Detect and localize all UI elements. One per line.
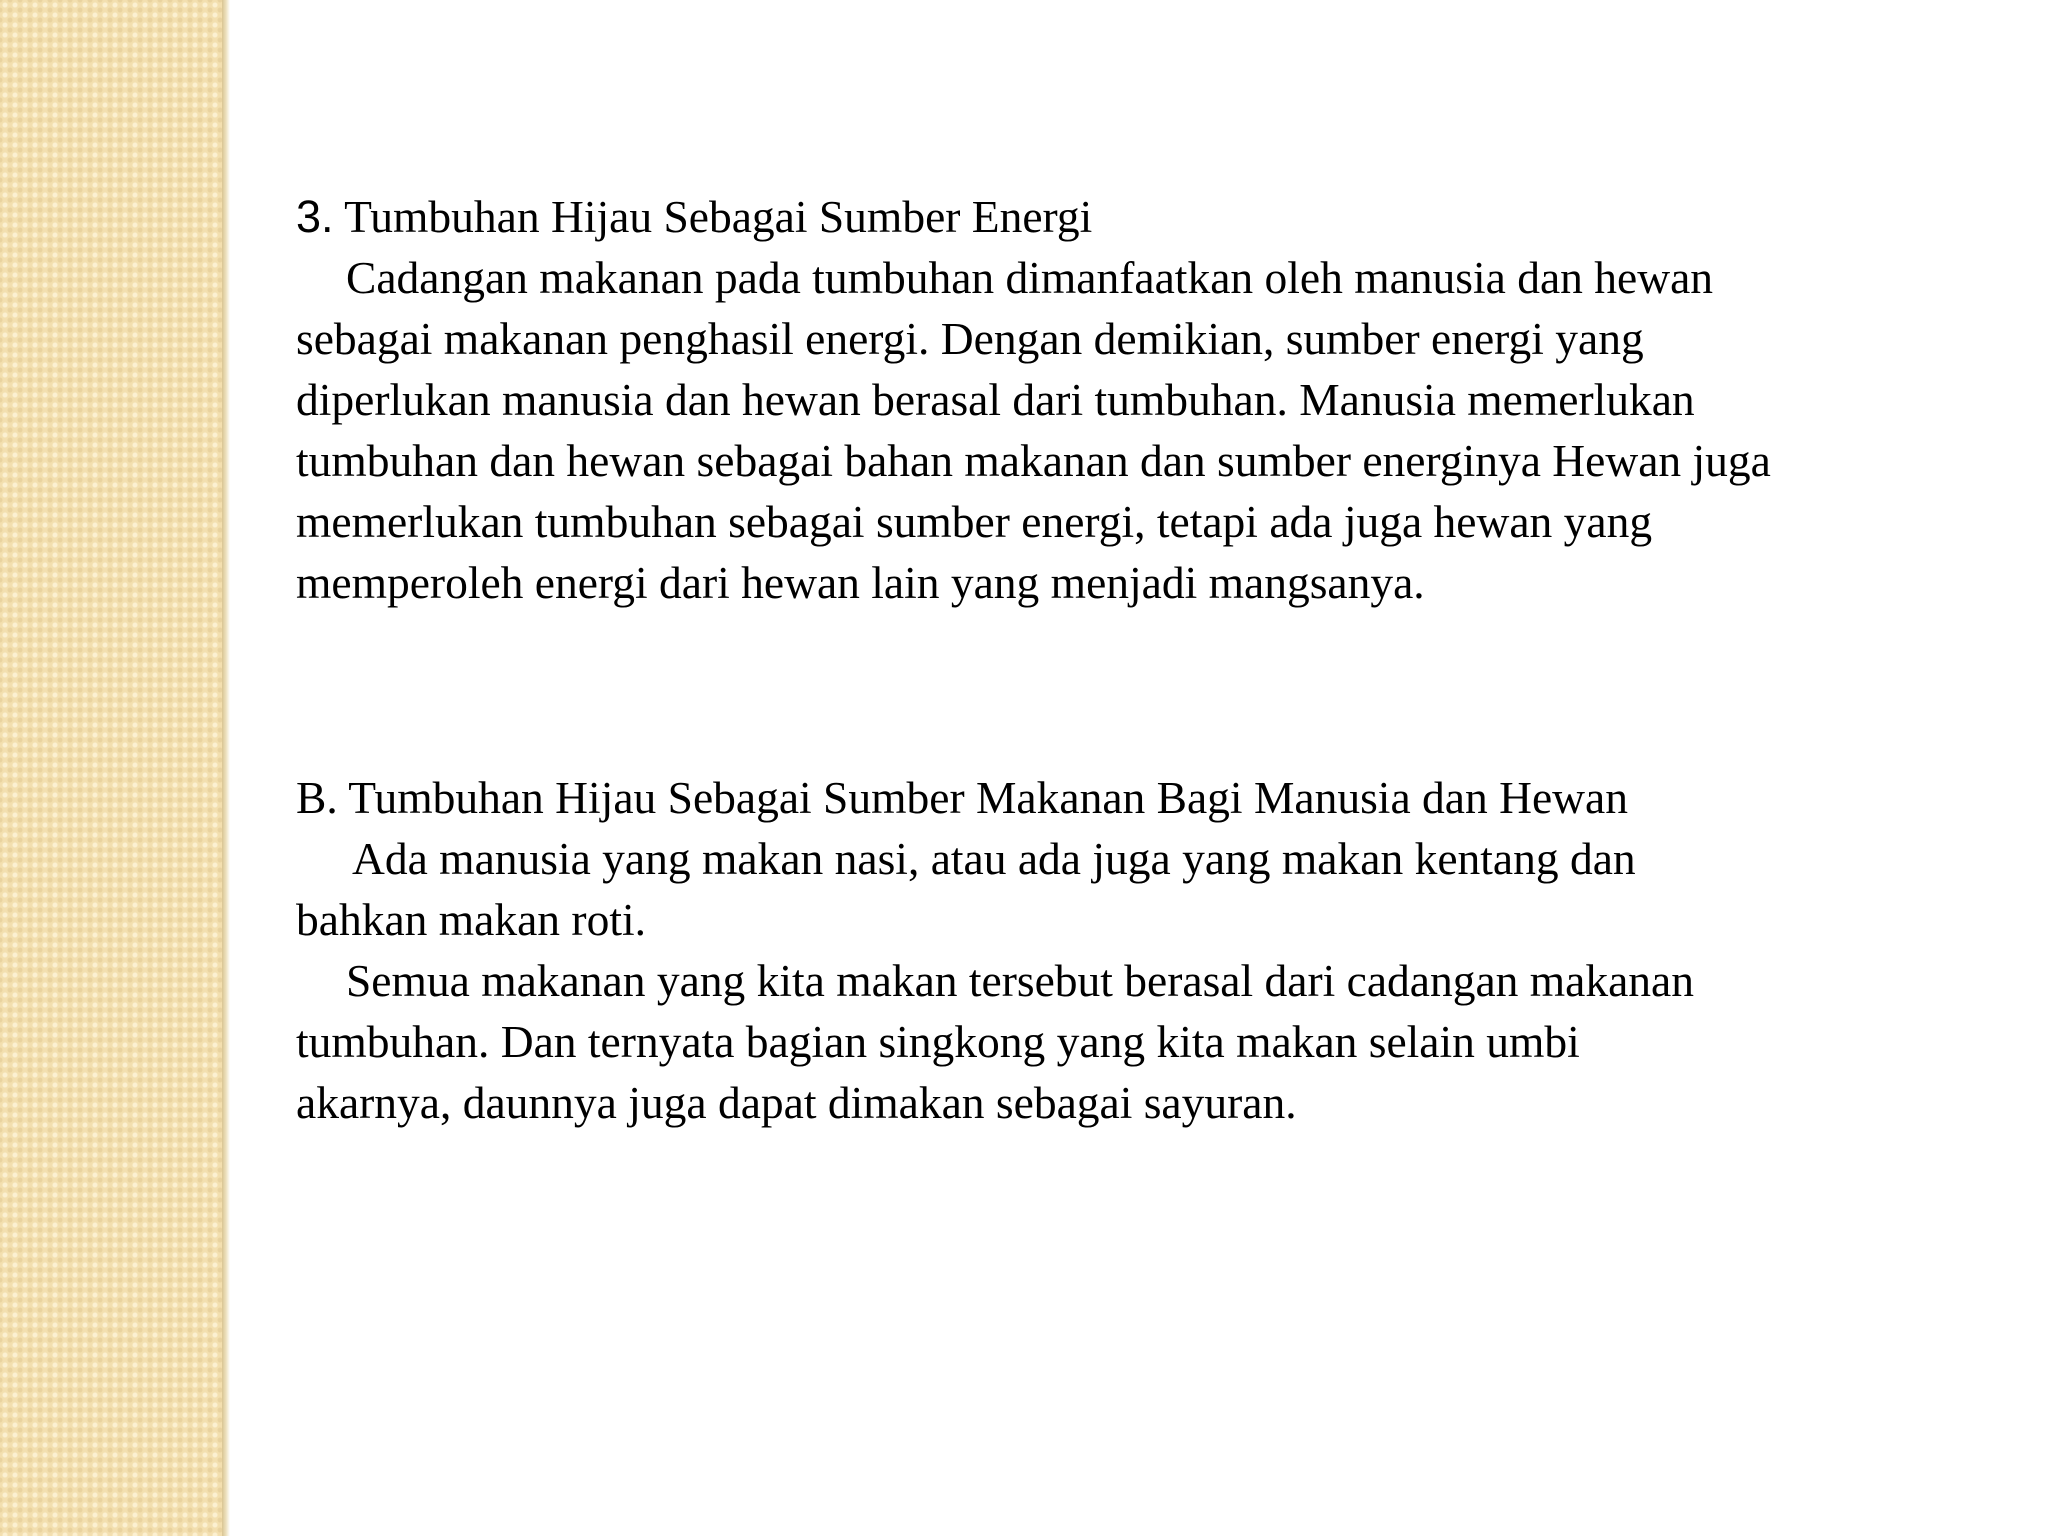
- decorative-side-band: [0, 0, 222, 1536]
- section-b-paragraph-2-line: akarnya, daunnya juga dapat dimakan sebagai sayuran.: [296, 1077, 1297, 1128]
- section-3-line: sebagai makanan penghasil energi. Dengan demikian, sumber energi yang: [296, 313, 1644, 364]
- section-b-paragraph-1-line: Ada manusia yang makan nasi, atau ada juga yang makan kentang dan: [352, 833, 1636, 884]
- section-3-line: diperlukan manusia dan hewan berasal dari tumbuhan. Manusia memerlukan: [296, 374, 1695, 425]
- section-3-line: tumbuhan dan hewan sebagai bahan makanan dan sumber energinya Hewan juga: [296, 435, 1771, 486]
- section-3-line: Cadangan makanan pada tumbuhan dimanfaatkan oleh manusia dan hewan: [346, 252, 1714, 303]
- section-b-heading: B. Tumbuhan Hijau Sebagai Sumber Makanan Bagi Manusia dan Hewan: [296, 772, 1628, 823]
- section-b-paragraph-2-line: tumbuhan. Dan ternyata bagian singkong yang kita makan selain umbi: [296, 1016, 1580, 1067]
- slide-content: [296, 186, 1996, 1133]
- section-b-paragraph-1-line: bahkan makan roti.: [296, 894, 646, 945]
- section-b-paragraph-2-line: Semua makanan yang kita makan tersebut berasal dari cadangan makanan: [346, 955, 1695, 1006]
- section-3-line: memerlukan tumbuhan sebagai sumber energi, tetapi ada juga hewan yang: [296, 496, 1653, 547]
- section-spacer: [296, 613, 1996, 767]
- side-band-edge: [222, 0, 230, 1536]
- section-3-number: 3.: [296, 191, 334, 242]
- section-3-heading: [296, 186, 1996, 247]
- section-3-line: memperoleh energi dari hewan lain yang menjadi mangsanya.: [296, 557, 1425, 608]
- section-3-title: Tumbuhan Hijau Sebagai Sumber Energi: [344, 191, 1093, 242]
